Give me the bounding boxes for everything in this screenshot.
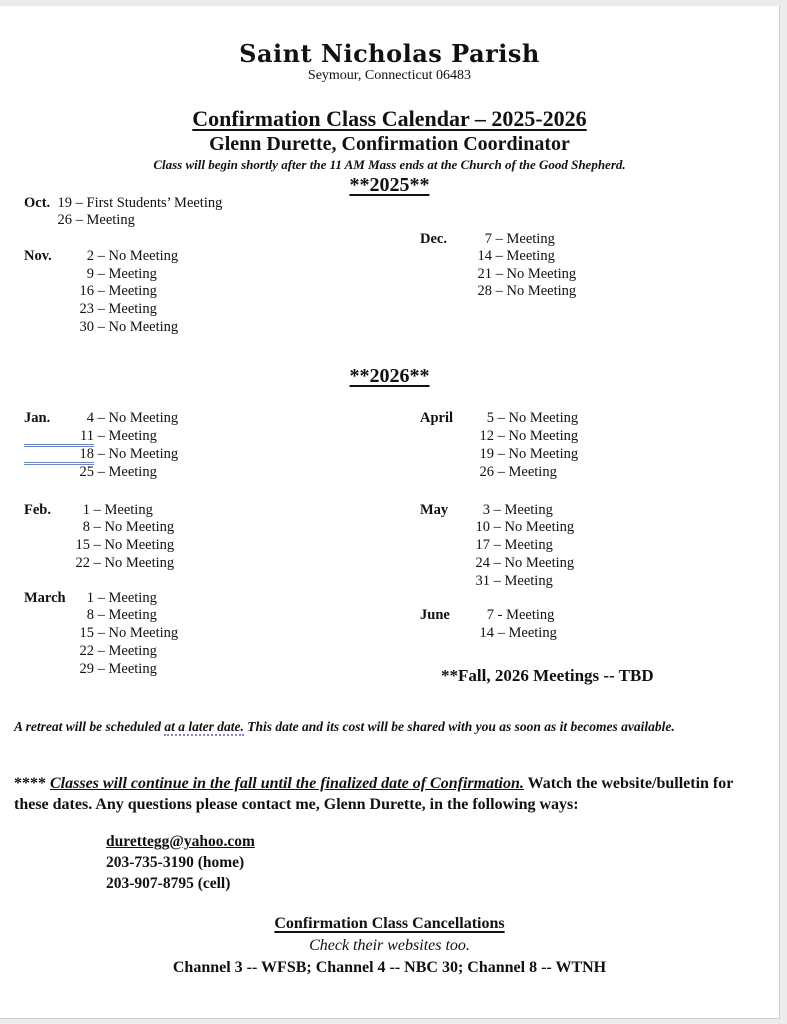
year-2025-label: **2025** bbox=[349, 174, 430, 196]
document-page bbox=[0, 6, 780, 1019]
month-dec: Dec. bbox=[420, 231, 447, 247]
calendar-entry: 7 – Meeting bbox=[484, 231, 555, 247]
year-2026-heading bbox=[0, 365, 779, 388]
calendar-entry: 12 – No Meeting bbox=[479, 428, 579, 444]
continuation-paragraph: **** Classes will continue in the fall until the finalized date of Confirmation. Watch the website/bulletin for these dates. Any questions please contact me, Glenn Durette, in the following ways: bbox=[14, 775, 734, 813]
calendar-entry: 31 – Meeting bbox=[475, 573, 553, 589]
cancellations-title-text: Confirmation Class Cancellations bbox=[274, 915, 505, 932]
calendar-entry: 4 – No Meeting bbox=[86, 410, 179, 426]
calendar-entry: 30 – No Meeting bbox=[79, 319, 179, 335]
tv-channels: Channel 3 -- WFSB; Channel 4 -- NBC 30; Channel 8 -- WTNH bbox=[172, 959, 607, 976]
calendar-entry: 7 - Meeting bbox=[486, 607, 555, 623]
year-2025-heading bbox=[0, 174, 779, 197]
calendar-entry: 16 – Meeting bbox=[79, 283, 157, 299]
calendar-entry: 19 – No Meeting bbox=[479, 446, 579, 462]
calendar-entry: 17 – Meeting bbox=[475, 537, 553, 553]
parish-address: Seymour, Connecticut 06483 bbox=[307, 68, 472, 83]
fall-meetings-note: **Fall, 2026 Meetings -- TBD bbox=[441, 666, 654, 685]
month-june: June bbox=[420, 607, 450, 623]
calendar-entry: 14 – Meeting bbox=[479, 625, 557, 641]
calendar-entry: 24 – No Meeting bbox=[475, 555, 575, 571]
month-feb: Feb. bbox=[24, 502, 51, 518]
calendar-entry: 5 – No Meeting bbox=[486, 410, 579, 426]
calendar-entry: 14 – Meeting bbox=[477, 248, 555, 264]
cancellations-title bbox=[0, 915, 779, 933]
calendar-entry: 21 – No Meeting bbox=[477, 266, 577, 282]
month-oct: Oct. bbox=[24, 195, 51, 211]
document-title-text: Confirmation Class Calendar – 2025-2026 bbox=[192, 106, 587, 131]
month-nov: Nov. bbox=[24, 248, 52, 264]
calendar-entry: 23 – Meeting bbox=[79, 301, 157, 317]
cell-phone: 203-907-8795 (cell) bbox=[106, 875, 231, 892]
calendar-entry: 8 – Meeting bbox=[86, 607, 157, 623]
calendar-entry: 15 – No Meeting bbox=[79, 625, 179, 641]
calendar-entry: 11 – Meeting bbox=[80, 428, 157, 444]
calendar-entry: 26 – Meeting bbox=[479, 464, 557, 480]
calendar-entry: 15 – No Meeting bbox=[75, 537, 175, 553]
home-phone: 203-735-3190 (home) bbox=[106, 854, 245, 871]
calendar-entry: 1 – Meeting bbox=[86, 590, 157, 606]
continuation-emphasis: Classes will continue in the fall until the finalized date of Confirmation. bbox=[50, 775, 524, 792]
calendar-entry: 26 – Meeting bbox=[57, 212, 135, 228]
email-link[interactable]: durettegg@yahoo.com bbox=[106, 833, 255, 850]
calendar-entry: 3 – Meeting bbox=[482, 502, 553, 518]
grammar-flag: at a later date. bbox=[164, 719, 244, 734]
check-websites-note: Check their websites too. bbox=[309, 937, 470, 954]
calendar-entry: 18 – No Meeting bbox=[79, 446, 179, 462]
calendar-entry: 22 – Meeting bbox=[79, 643, 157, 659]
document-title bbox=[0, 106, 779, 132]
calendar-entry: 1 – Meeting bbox=[82, 502, 153, 518]
calendar-entry: 19 – First Students’ Meeting bbox=[57, 195, 223, 211]
calendar-entry: 25 – Meeting bbox=[79, 464, 157, 480]
calendar-entry: 2 – No Meeting bbox=[86, 248, 179, 264]
month-april: April bbox=[420, 410, 454, 426]
month-may: May bbox=[420, 502, 449, 518]
month-march: March bbox=[24, 590, 66, 606]
calendar-entry: 9 – Meeting bbox=[86, 266, 157, 282]
calendar-entry: 29 – Meeting bbox=[79, 661, 157, 677]
calendar-entry: 28 – No Meeting bbox=[477, 283, 577, 299]
class-time-note: Class will begin shortly after the 11 AM Mass ends at the Church of the Good Shepherd. bbox=[153, 157, 626, 172]
calendar-entry: 10 – No Meeting bbox=[475, 519, 575, 535]
calendar-entry: 22 – No Meeting bbox=[75, 555, 175, 571]
year-2026-label: **2026** bbox=[349, 365, 430, 387]
parish-name: Saint Nicholas Parish bbox=[239, 39, 540, 68]
calendar-entry: 8 – No Meeting bbox=[82, 519, 175, 535]
month-jan: Jan. bbox=[24, 410, 51, 426]
retreat-paragraph: A retreat will be scheduled at a later date. This date and its cost will be shared with you as soon as it becomes available. bbox=[14, 719, 675, 734]
coordinator-line: Glenn Durette, Confirmation Coordinator bbox=[209, 133, 570, 155]
